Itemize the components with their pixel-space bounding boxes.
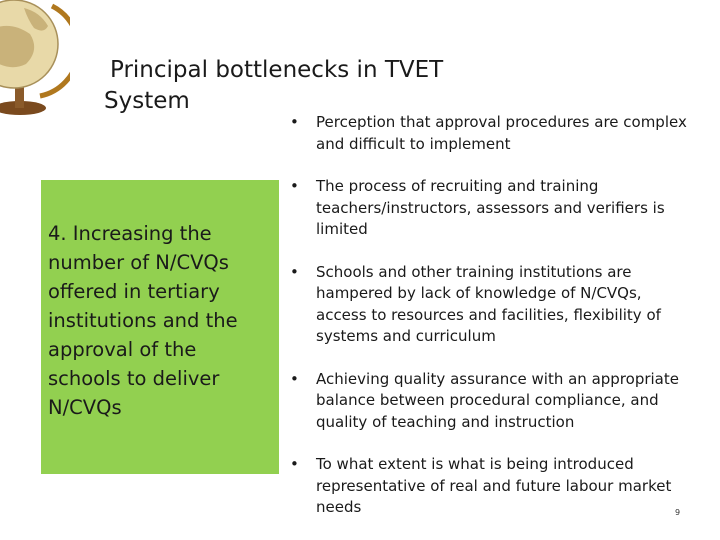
bullet-item bbox=[290, 176, 690, 241]
bullet-item bbox=[290, 262, 690, 348]
bullet-marker: • bbox=[290, 262, 299, 281]
bullet-marker: • bbox=[290, 113, 299, 131]
bullet-marker: • bbox=[290, 177, 299, 195]
bullet-marker: • bbox=[290, 455, 299, 473]
page-number: 9 bbox=[675, 508, 681, 517]
bullet-text: Achieving quality assurance with an appropriate balance between procedural compliance, and quality of teaching and instruction bbox=[316, 369, 679, 431]
highlight-box-text: 4. Increasing the number of N/CVQs offered in tertiary institutions and the approval of the schools to deliver N/CVQs bbox=[48, 222, 238, 419]
slide-title bbox=[104, 55, 544, 117]
bullet-text: To what extent is what is being introduced representative of real and future labour market needs bbox=[316, 455, 672, 516]
bullet-item bbox=[290, 369, 690, 434]
slide-title-line1: Principal bottlenecks in TVET bbox=[110, 57, 444, 83]
bullet-text: Perception that approval procedures are complex and difficult to implement bbox=[316, 113, 687, 153]
slide-title-line2: System bbox=[104, 88, 190, 114]
bullet-item bbox=[290, 112, 690, 155]
bullet-marker: • bbox=[290, 369, 299, 388]
bullet-list bbox=[290, 112, 690, 540]
bullet-text: Schools and other training institutions are hampered by lack of knowledge of N/CVQs, access to resources and facilities, flexibility of systems and curriculum bbox=[316, 262, 661, 345]
bullet-item bbox=[290, 454, 690, 519]
globe-icon bbox=[0, 0, 70, 125]
bullet-text: The process of recruiting and training teachers/instructors, assessors and verifiers is limited bbox=[316, 177, 665, 238]
